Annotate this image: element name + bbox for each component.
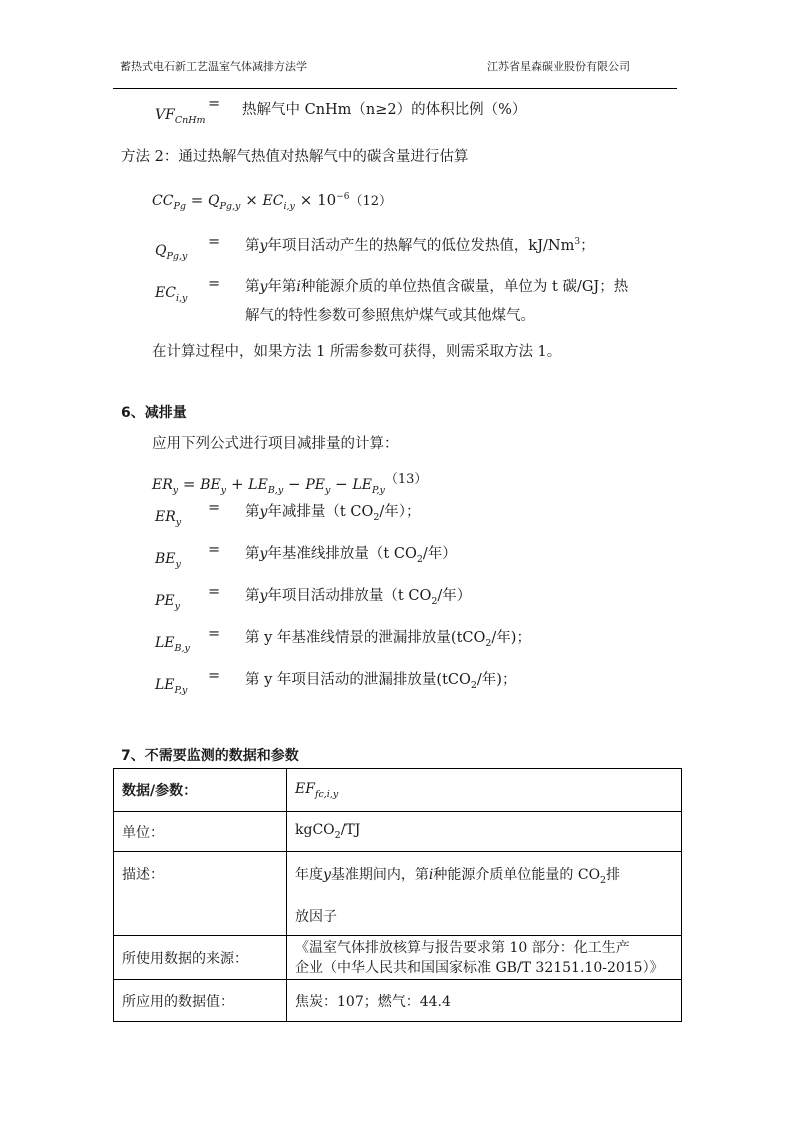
pe-symbol: $PE_y$ (155, 593, 181, 612)
q-definition: 第y年项目活动产生的热解气的低位发热值，kJ/Nm$^3$； (245, 237, 595, 254)
table-row (114, 769, 682, 812)
le-p-eq: = (208, 668, 221, 684)
ec-definition-line1: 第y年第i种能源介质的单位热值含碳量，单位为 t 碳/GJ；热 (245, 279, 629, 295)
le-p-symbol: $LE_{P,y}$ (155, 677, 188, 696)
table-row (114, 852, 682, 936)
er-definition: 第y年减排量（t $CO_2/$年）； (245, 504, 421, 523)
pe-definition: 第y年项目活动排放量（t $CO_2/$年） (245, 588, 472, 607)
applied-value-label: 所应用的数据值： (114, 980, 287, 1022)
pe-eq: = (208, 584, 221, 600)
source-label: 所使用数据的来源： (114, 936, 287, 980)
method-note: 在计算过程中，如果方法 1 所需参数可获得，则需采取方法 1。 (152, 344, 562, 360)
table-row (114, 980, 682, 1022)
section7-title: 7、不需要监测的数据和参数 (121, 748, 299, 764)
q-symbol: $Q_{Pg,y}$ (155, 243, 188, 262)
source-value: 《温室气体排放核算与报告要求第 10 部分：化工生产 企业（中华人民共和国国家标准 GB/T 32151.10-2015）》 (287, 936, 682, 980)
q-eq: = (208, 234, 221, 250)
table-row (114, 812, 682, 852)
header-company: 江苏省星森碳业股份有限公司 (487, 60, 630, 73)
table-row (114, 936, 682, 980)
be-eq: = (208, 542, 221, 558)
ec-definition-line2: 解气的特性参数可参照焦炉煤气或其他煤气。 (245, 308, 535, 324)
unit-value: kgCO$_2$/TJ (287, 812, 682, 852)
vf-eq: = (208, 96, 221, 112)
ec-symbol: $EC_{i,y}$ (155, 285, 188, 304)
le-b-symbol: $LE_{B,y}$ (155, 635, 190, 654)
le-b-definition: 第 y 年基准线情景的泄漏排放量(tCO$_2$/年)； (245, 630, 531, 649)
be-definition: 第y年基准线排放量（t $CO_2/$年） (245, 546, 457, 565)
param-label: 数据/参数： (114, 769, 287, 812)
param-value: $EF_{fc,i,y}$ (287, 769, 682, 812)
parameter-table (113, 768, 682, 1022)
desc-value: 年度y基准期间内，第i种能源介质单位能量的 $CO_2$排 放因子 (287, 852, 682, 936)
section6-intro: 应用下列公式进行项目减排量的计算： (152, 436, 399, 452)
method2-heading: 方法 2：通过热解气热值对热解气中的碳含量进行估算 (121, 149, 469, 165)
section6-title: 6、减排量 (121, 405, 187, 421)
applied-value: 焦炭：107；燃气：44.4 (287, 980, 682, 1022)
formula-12: $CC_{Pg} = Q_{Pg,y} \times EC_{i,y} \times 10^{-6}(12)$ (152, 191, 392, 212)
le-p-definition: 第 y 年项目活动的泄漏排放量(tCO$_2$/年)； (245, 672, 517, 691)
be-symbol: $BE_y$ (155, 551, 181, 570)
er-eq: = (208, 500, 221, 516)
le-b-eq: = (208, 626, 221, 642)
ec-eq: = (208, 276, 221, 292)
formula-13: $ER_y = BE_y + LE_{B,y} - PE_y - LE_{P,y}(13)$ (152, 472, 428, 496)
unit-label: 单位： (114, 812, 287, 852)
header-divider (113, 88, 677, 89)
desc-label: 描述： (114, 852, 287, 936)
header-title: 蓄热式电石新工艺温室气体减排方法学 (120, 60, 307, 73)
er-symbol: $ER_y$ (155, 509, 182, 528)
vf-definition: 热解气中 CnHm（n≥2）的体积比例（%） (242, 102, 527, 118)
vf-symbol: $VF_{CnHm}$ (155, 107, 206, 126)
